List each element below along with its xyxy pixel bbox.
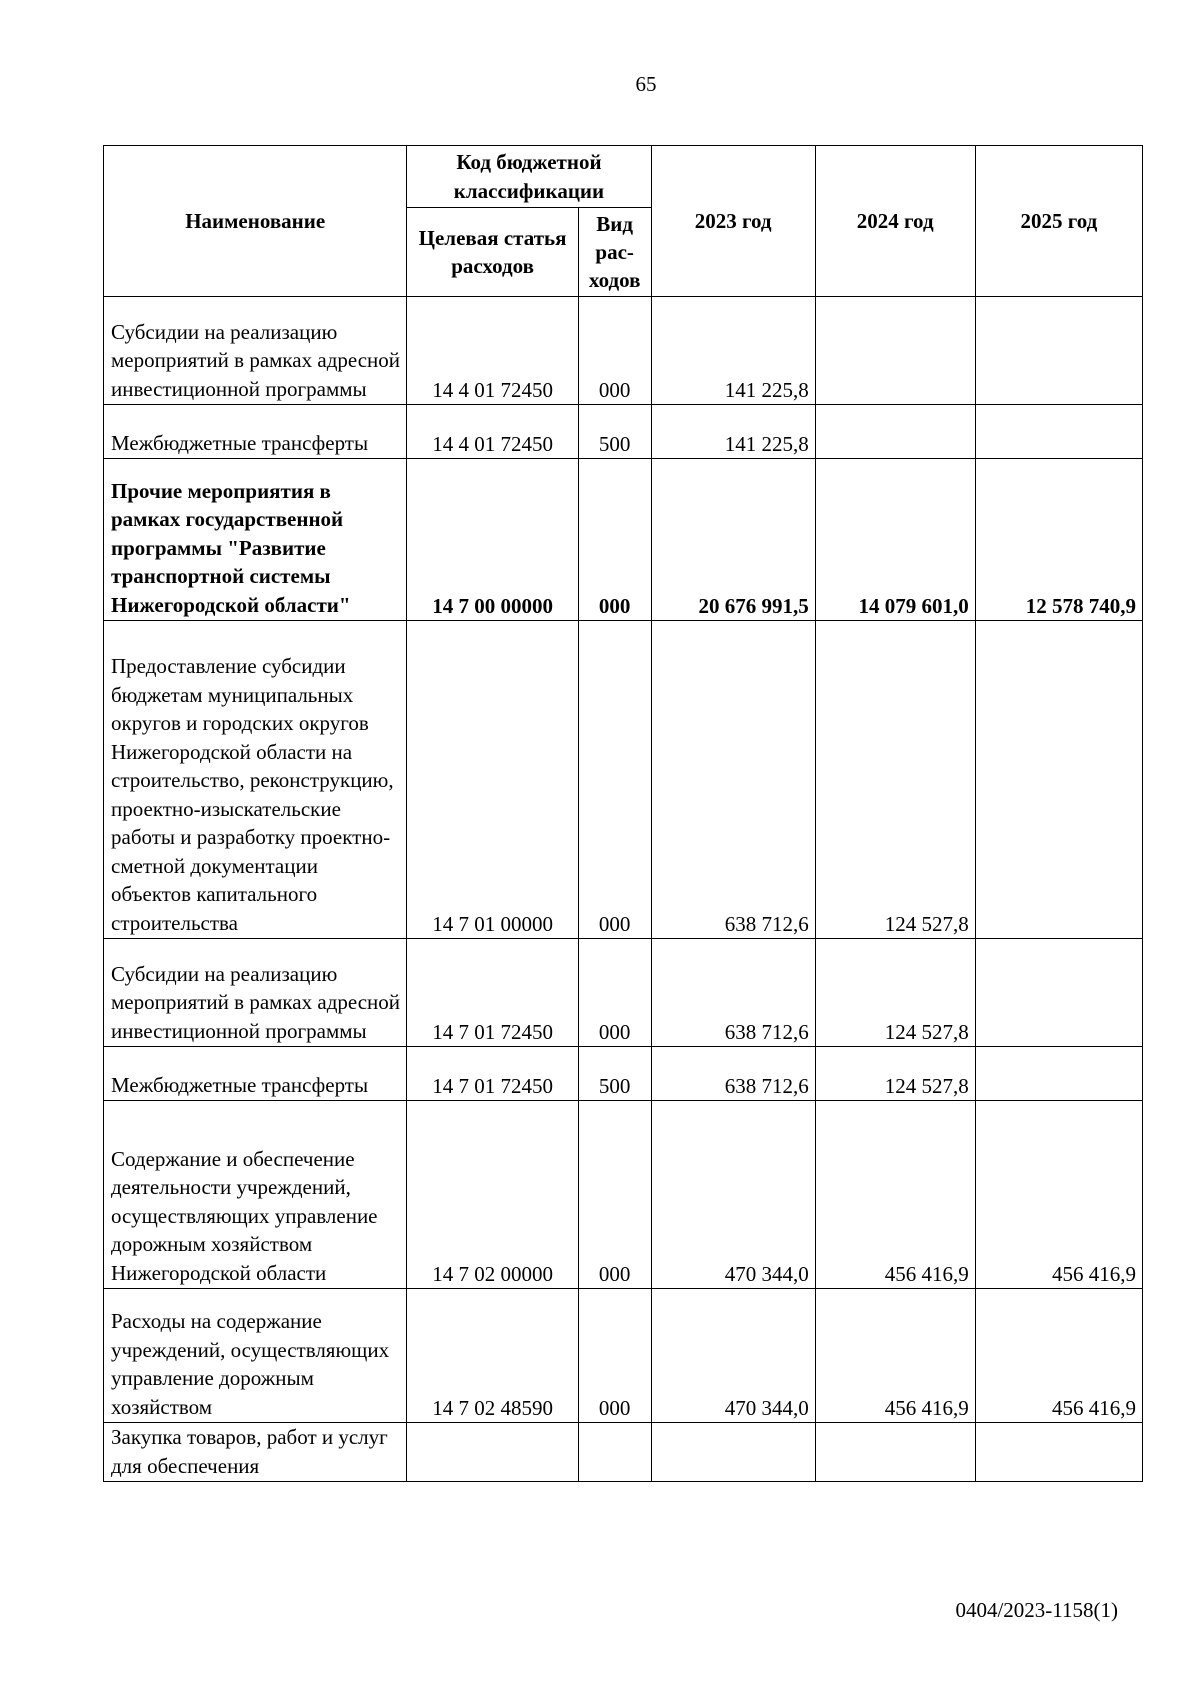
cell-2023: 638 712,6 <box>651 621 815 939</box>
cell-name: Межбюджетные трансферты <box>104 1047 407 1101</box>
cell-2025 <box>975 939 1142 1047</box>
table-header <box>104 146 1143 297</box>
cell-2025 <box>975 405 1142 459</box>
cell-target-code: 14 7 01 72450 <box>407 939 578 1047</box>
table-row <box>104 405 1143 459</box>
cell-target-code: 14 7 02 00000 <box>407 1101 578 1289</box>
cell-expense-kind: 500 <box>578 405 651 459</box>
header-name: Наименование <box>104 146 407 297</box>
cell-2025 <box>975 1047 1142 1101</box>
cell-2023: 141 225,8 <box>651 405 815 459</box>
cell-2023: 20 676 991,5 <box>651 459 815 621</box>
cell-name: Закупка товаров, работ и услуг для обеспечения <box>104 1423 407 1482</box>
header-2023: 2023 год <box>651 146 815 297</box>
cell-expense-kind: 000 <box>578 621 651 939</box>
table-row <box>104 1423 1143 1482</box>
cell-target-code: 14 7 01 72450 <box>407 1047 578 1101</box>
cell-expense-kind: 000 <box>578 1101 651 1289</box>
cell-2025: 12 578 740,9 <box>975 459 1142 621</box>
table-row <box>104 297 1143 405</box>
budget-table <box>103 145 1143 1482</box>
cell-target-code: 14 7 01 00000 <box>407 621 578 939</box>
cell-2024: 456 416,9 <box>815 1101 975 1289</box>
cell-name: Расходы на содержание учреждений, осуществляющих управление дорожным хозяйством <box>104 1289 407 1423</box>
cell-name: Межбюджетные трансферты <box>104 405 407 459</box>
cell-2025 <box>975 1423 1142 1482</box>
cell-expense-kind: 000 <box>578 459 651 621</box>
cell-name: Субсидии на реализацию мероприятий в рамках адресной инвестиционной программы <box>104 939 407 1047</box>
cell-expense-kind: 500 <box>578 1047 651 1101</box>
cell-2024: 124 527,8 <box>815 1047 975 1101</box>
table-body <box>104 297 1143 1482</box>
cell-name: Содержание и обеспечение деятельности учреждений, осуществляющих управление дорожным хозяйством Нижегородской области <box>104 1101 407 1289</box>
table-row <box>104 1047 1143 1101</box>
cell-expense-kind <box>578 1423 651 1482</box>
cell-2024: 14 079 601,0 <box>815 459 975 621</box>
cell-2025: 456 416,9 <box>975 1289 1142 1423</box>
header-kind: Вид рас-ходов <box>578 208 651 297</box>
cell-target-code: 14 4 01 72450 <box>407 405 578 459</box>
cell-2024: 456 416,9 <box>815 1289 975 1423</box>
cell-2025 <box>975 297 1142 405</box>
table-row <box>104 459 1143 621</box>
cell-2023: 470 344,0 <box>651 1101 815 1289</box>
document-code: 0404/2023-1158(1) <box>955 1598 1118 1622</box>
cell-2024: 124 527,8 <box>815 939 975 1047</box>
cell-name: Субсидии на реализацию мероприятий в рамках адресной инвестиционной программы <box>104 297 407 405</box>
header-target: Целевая статья расходов <box>407 208 578 297</box>
header-2024: 2024 год <box>815 146 975 297</box>
table-row <box>104 1289 1143 1423</box>
cell-2023: 141 225,8 <box>651 297 815 405</box>
cell-2024: 124 527,8 <box>815 621 975 939</box>
cell-expense-kind: 000 <box>578 939 651 1047</box>
cell-target-code: 14 4 01 72450 <box>407 297 578 405</box>
cell-2024 <box>815 1423 975 1482</box>
cell-2023: 638 712,6 <box>651 1047 815 1101</box>
cell-2025: 456 416,9 <box>975 1101 1142 1289</box>
cell-2023: 638 712,6 <box>651 939 815 1047</box>
cell-2024 <box>815 405 975 459</box>
table-row <box>104 939 1143 1047</box>
cell-target-code: 14 7 02 48590 <box>407 1289 578 1423</box>
table-row <box>104 621 1143 939</box>
header-2025: 2025 год <box>975 146 1142 297</box>
cell-2023: 470 344,0 <box>651 1289 815 1423</box>
cell-name: Предоставление субсидии бюджетам муниципальных округов и городских округов Нижегородской области на строительство, реконструкцию, проектно-изыскательские работы и разработку проектно-сметной документации объектов капитального строительства <box>104 621 407 939</box>
table-row <box>104 1101 1143 1289</box>
cell-name: Прочие мероприятия в рамках государственной программы "Развитие транспортной системы Нижегородской области" <box>104 459 407 621</box>
cell-2025 <box>975 621 1142 939</box>
cell-expense-kind: 000 <box>578 297 651 405</box>
cell-2023 <box>651 1423 815 1482</box>
page-number: 65 <box>635 72 657 96</box>
cell-target-code <box>407 1423 578 1482</box>
header-code-group: Код бюджетной классификации <box>407 146 651 208</box>
cell-expense-kind: 000 <box>578 1289 651 1423</box>
cell-target-code: 14 7 00 00000 <box>407 459 578 621</box>
cell-2024 <box>815 297 975 405</box>
